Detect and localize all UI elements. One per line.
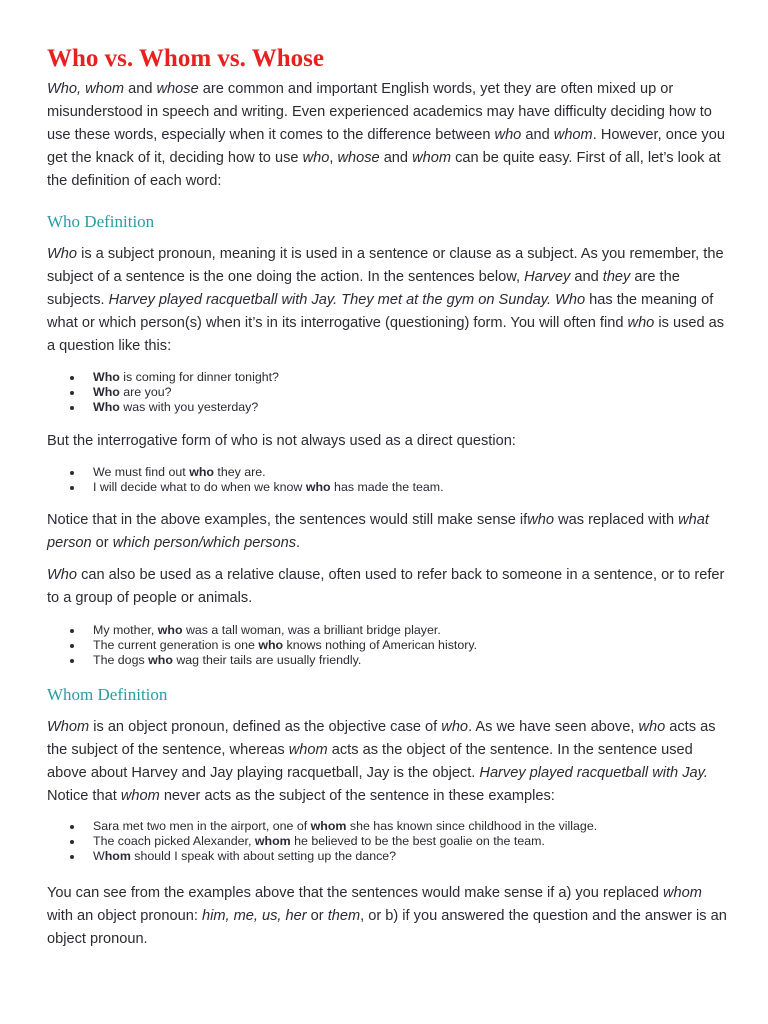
list-item [47, 623, 727, 638]
text-run: can be quite easy. First of all, let’s look at the definition of each word: [47, 150, 721, 189]
bold-text: who [258, 638, 284, 653]
italic-text: him, me, us, her [201, 908, 307, 925]
italic-text: whom [120, 787, 160, 804]
italic-text: Who [47, 567, 78, 584]
who-replacement-paragraph [47, 509, 727, 555]
text-run: and [521, 127, 554, 143]
who-question-list [47, 370, 727, 416]
who-definition-heading: Who Definition [47, 212, 155, 231]
document-page [47, 44, 727, 951]
text-run: , [329, 150, 338, 166]
italic-text: Who [47, 246, 78, 262]
text-run: . [296, 535, 301, 552]
text-run: The dogs [93, 653, 149, 668]
text-run: The current generation is one [93, 638, 259, 653]
text-run: he believed to be the best goalie on the team. [290, 833, 545, 848]
italic-text: whom [663, 885, 702, 902]
text-run: . As we have seen above, [468, 718, 639, 735]
text-run: Sara met two men in the airport, one of [93, 818, 311, 833]
text-run: We must find out [93, 464, 190, 479]
text-run: or [91, 535, 113, 552]
italic-text: who [494, 127, 522, 143]
bold-text: hom [104, 849, 131, 864]
text-run: The coach picked Alexander, [93, 833, 255, 848]
bold-text: who [148, 653, 173, 668]
italic-text: whom [412, 150, 452, 166]
text-run: I will decide what to do when we know [93, 479, 306, 494]
list-item [47, 480, 727, 495]
text-run: acts as the subject of the sentence, whereas [47, 718, 716, 758]
text-run: never acts as the subject of the sentence in these examples: [159, 787, 555, 804]
who-relative-paragraph [47, 564, 727, 610]
italic-text: Harvey [524, 269, 571, 285]
text-run: You can see from the examples above that the sentences would make sense if a) you replaced [47, 885, 664, 902]
italic-text: who [627, 315, 655, 331]
text-run: or [306, 908, 328, 925]
text-run: was a tall woman, was a brilliant bridge player. [182, 623, 441, 638]
who-definition-paragraph [47, 243, 727, 358]
text-run: and [124, 81, 157, 97]
text-run: and [379, 150, 413, 166]
text-run: was replaced with [554, 512, 679, 529]
bold-text: Who [93, 385, 120, 400]
list-item [47, 834, 727, 849]
text-run: they are. [213, 464, 266, 479]
whom-definition-paragraph [47, 716, 727, 808]
text-run: should I speak with about setting up the dance? [130, 849, 397, 864]
list-item [47, 653, 727, 668]
italic-text: who [638, 718, 666, 735]
list-item [47, 400, 727, 415]
bold-text: Who [93, 400, 120, 415]
list-item [47, 370, 727, 385]
italic-text: what person [47, 512, 709, 552]
text-run: she has known since childhood in the village. [346, 818, 598, 833]
text-run: was with you yesterday? [119, 400, 259, 415]
whom-definition-heading: Whom Definition [47, 684, 168, 704]
list-item [47, 819, 727, 834]
text-run: , or b) if you answered the question and the answer is an object pronoun. [47, 908, 727, 948]
bold-text: who [157, 623, 183, 638]
text-run: is a subject pronoun, meaning it is used in a sentence or clause as a subject. As you remember, the subject of a sentence is the one doing the action. In the sentences below, [47, 246, 724, 285]
italic-text: whom [288, 741, 328, 758]
list-item [47, 849, 727, 864]
list-item [47, 638, 727, 653]
text-run: is coming for dinner tonight? [119, 370, 279, 384]
italic-text: them [327, 908, 361, 925]
text-run: W [93, 849, 105, 864]
bold-text: Who [93, 370, 120, 384]
who-relative-list [47, 623, 727, 669]
intro-paragraph [47, 78, 727, 193]
italic-text: Who, whom [47, 81, 125, 97]
text-run: has the meaning of what or which person(s) when it’s in its interrogative (questioning) form. You will often find [47, 292, 714, 331]
bold-text: whom [310, 818, 347, 833]
text-run: can also be used as a relative clause, often used to refer back to someone in a sentence, or to refer to a group of people or animals. [47, 567, 725, 607]
who-interrogative-paragraph [47, 430, 727, 453]
italic-text: Harvey played racquetball with Jay. [479, 764, 708, 781]
italic-text: whose [156, 81, 199, 97]
text-run: . However, once you get the knack of it, deciding how to use [47, 127, 725, 166]
list-item [47, 385, 727, 400]
bold-text: whom [254, 833, 291, 848]
text-run: with an object pronoun: [47, 908, 202, 925]
italic-text: who [441, 718, 469, 735]
list-item [47, 465, 727, 480]
text-run: knows nothing of American history. [283, 638, 478, 653]
italic-text: whom [553, 127, 593, 143]
text-run: Notice that [47, 787, 121, 804]
who-indirect-list [47, 465, 727, 495]
text-run: My mother, [93, 623, 158, 638]
italic-text: who [527, 512, 555, 529]
text-run: and [570, 269, 603, 285]
whom-example-list [47, 819, 727, 865]
bold-text: who [305, 479, 331, 494]
italic-text: which person/which persons [112, 535, 297, 552]
page-title: Who vs. Whom vs. Whose [47, 45, 324, 72]
text-run: Notice that in the above examples, the sentences would still make sense if [47, 512, 528, 529]
italic-text: Harvey played racquetball with Jay. They met at the gym on Sunday. Who [108, 292, 586, 308]
text-run: wag their tails are usually friendly. [172, 653, 362, 668]
text-run: are you? [119, 385, 172, 400]
text-run: are the subjects. [47, 269, 680, 308]
text-run: has made the team. [330, 479, 444, 494]
bold-text: who [189, 464, 214, 479]
text-run: is used as a question like this: [47, 315, 725, 354]
text-run: But the interrogative form of who is not always used as a direct question: [47, 432, 516, 449]
text-run: acts as the object of the sentence. In the sentence used above about Harvey and Jay playing racquetball, Jay is the object. [47, 741, 693, 781]
italic-text: they [602, 269, 631, 285]
italic-text: whose [337, 150, 380, 166]
italic-text: Whom [47, 718, 90, 735]
text-run: are common and important English words, yet they are often mixed up or misunderstood in speech and writing. Even experienced academics may have difficulty deciding how to use these words, especially when it comes to the difference between [47, 81, 712, 143]
italic-text: who [302, 150, 330, 166]
text-run: is an object pronoun, defined as the objective case of [89, 718, 442, 735]
whom-conclusion-paragraph [47, 882, 727, 951]
